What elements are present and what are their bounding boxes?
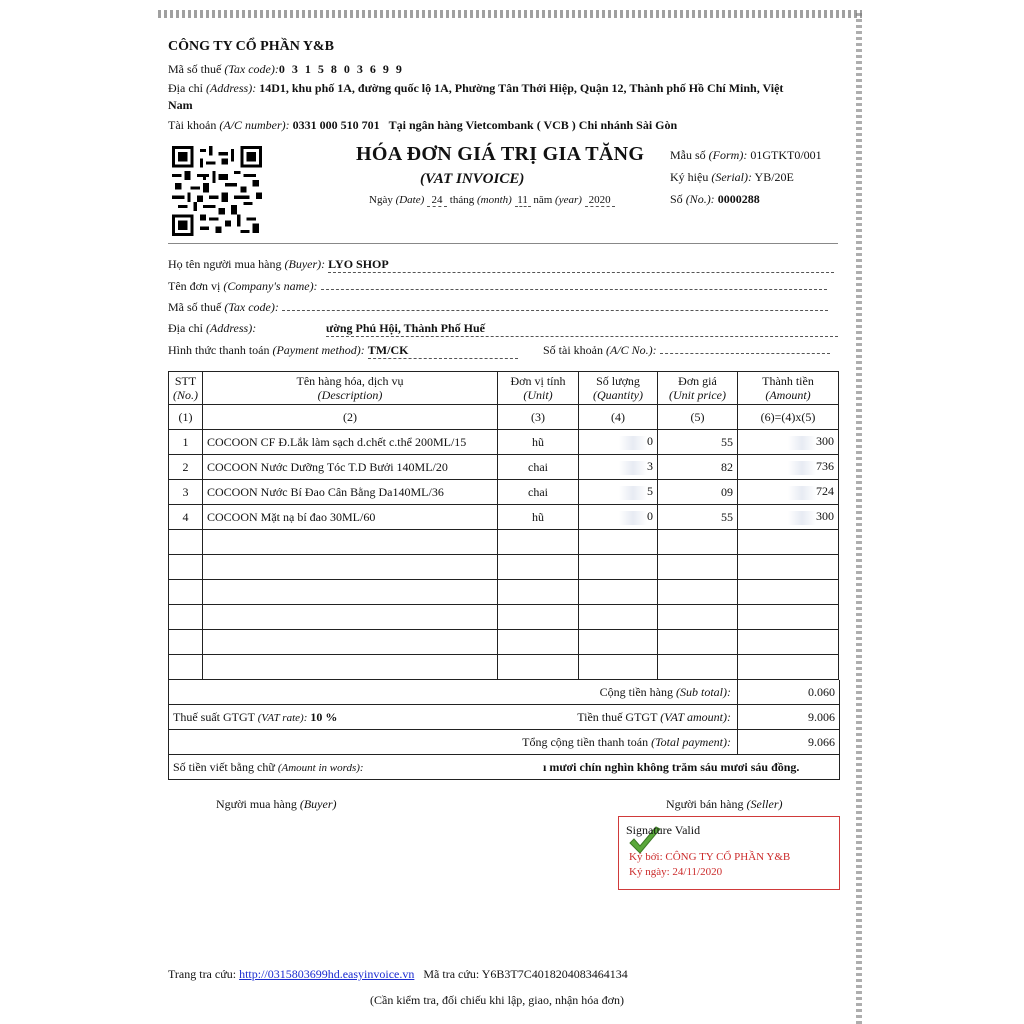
- page-edge-right: [856, 12, 862, 1024]
- seller-address-line: [168, 81, 783, 96]
- account-label-en: (A/C number):: [219, 118, 290, 132]
- signature-valid: Signature Valid: [626, 823, 701, 837]
- buyer-address-label-en: (Address):: [206, 321, 257, 335]
- table-row-empty: [169, 630, 839, 655]
- buyer-name-row: [168, 257, 834, 273]
- buyer-name-value: LYO SHOP: [328, 257, 834, 273]
- subtotal-label: Cộng tiền hàng (Sub total):: [599, 685, 731, 699]
- account-label: Tài khoản: [168, 118, 217, 132]
- buyer-account-value: [660, 353, 830, 354]
- table-row-empty: [169, 530, 839, 555]
- lookup-code: Y6B3T7C4018204083464134: [481, 967, 628, 981]
- form-value: 01GTKT0/001: [750, 148, 822, 162]
- buyer-tax-value: [282, 310, 828, 311]
- total-label: Tổng cộng tiền thanh toán (Total payment):: [522, 735, 731, 749]
- table-row-empty: [169, 555, 839, 580]
- seller-address-2: Nam: [168, 98, 193, 112]
- tax-label: Mã số thuế: [168, 62, 222, 76]
- date-prefix-en: (Date): [395, 194, 425, 206]
- header-unit-price: Đơn giá (Unit price): [658, 372, 738, 405]
- year-label: năm: [533, 194, 553, 206]
- subtotal-value: 0.060: [808, 685, 835, 699]
- no-value: 0000288: [717, 192, 760, 206]
- form-label-en: (Form):: [708, 148, 748, 162]
- total-value: 9.066: [808, 735, 835, 749]
- seller-tax-line: [168, 62, 404, 77]
- month-label: tháng: [449, 194, 475, 206]
- date-day: 24: [427, 194, 447, 207]
- total-row: [168, 730, 840, 755]
- vat-rate: Thuế suất GTGT (VAT rate): 10 %: [173, 710, 338, 724]
- serial-value: YB/20E: [754, 170, 794, 184]
- seller-address-1: 14D1, khu phố 1A, đường quốc lộ 1A, Phường Tân Thới Hiệp, Quận 12, Thành phố Hồ Chí Minh, Việt: [259, 81, 784, 95]
- buyer-name-label: Họ tên người mua hàng: [168, 257, 282, 271]
- month-label-en: (month): [477, 194, 512, 206]
- buyer-account-label-en: (A/C No.):: [606, 343, 657, 357]
- buyer-tax-label: Mã số thuế: [168, 300, 222, 314]
- header-unit: Đơn vị tính (Unit): [498, 372, 579, 405]
- vat-row: [168, 705, 840, 730]
- address-label: Địa chỉ: [168, 81, 203, 95]
- words-row: [168, 755, 840, 780]
- buyer-name-label-en: (Buyer):: [284, 257, 326, 271]
- table-row: 1 COCOON CF Đ.Lắk làm sạch d.chết c.thể 200ML/15 hũ 0 55 300: [169, 430, 839, 455]
- qr-code-icon: [172, 146, 262, 236]
- invoice-title: HÓA ĐƠN GIÁ TRỊ GIA TĂNG: [356, 143, 645, 165]
- date-year: 2020: [585, 194, 615, 207]
- buyer-tax-label-en: (Tax code):: [224, 300, 279, 314]
- buyer-address-dots: [326, 336, 838, 337]
- table-row-empty: [169, 580, 839, 605]
- words-label: Số tiền viết bằng chữ (Amount in words):: [173, 760, 364, 774]
- lookup-label: Trang tra cứu:: [168, 967, 237, 981]
- seller-tax-code: 0 3 1 5 8 0 3 6 9 9: [278, 62, 404, 76]
- table-row: 2 COCOON Nước Dưỡng Tóc T.D Bưởi 140ML/20 chai 3 82 736: [169, 455, 839, 480]
- invoice-subtitle: (VAT INVOICE): [420, 171, 525, 187]
- buyer-address-value: ường Phú Hội, Thành Phố Huế: [326, 321, 486, 335]
- buyer-payment-row: [168, 343, 518, 359]
- date-prefix: Ngày: [369, 194, 393, 206]
- seller-account-line: [168, 118, 677, 133]
- header-description: Tên hàng hóa, dịch vụ (Description): [203, 372, 498, 405]
- buyer-address-label: Địa chỉ: [168, 321, 203, 335]
- year-label-en: (year): [555, 194, 582, 206]
- buyer-account-row: [543, 343, 830, 358]
- buyer-company-value: [321, 289, 827, 290]
- items-table: [168, 371, 839, 680]
- signed-date: Ký ngày: 24/11/2020: [629, 866, 723, 878]
- invoice-serial: [670, 170, 794, 185]
- page-edge-top: [158, 10, 862, 18]
- separator-top: [168, 243, 838, 244]
- buyer-account-label: Số tài khoản: [543, 343, 603, 357]
- invoice-date: [369, 194, 615, 207]
- payment-label-en: (Payment method):: [272, 343, 365, 357]
- buyer-address-row: [168, 321, 256, 336]
- subtotal-row: [168, 680, 840, 705]
- footer-note: (Cần kiểm tra, đối chiếu khi lập, giao, nhận hóa đơn): [370, 993, 624, 1007]
- table-row-empty: [169, 655, 839, 680]
- seller-name: CÔNG TY CỔ PHẦN Y&B: [168, 39, 334, 54]
- table-row: 3 COCOON Nước Bí Đao Cân Bằng Da140ML/36 chai 5 09 724: [169, 480, 839, 505]
- lookup-link[interactable]: http://0315803699hd.easyinvoice.vn: [239, 967, 415, 981]
- address-label-en: (Address):: [206, 81, 257, 95]
- header-no: STT (No.): [169, 372, 203, 405]
- table-index-row: (1) (2) (3) (4) (5) (6)=(4)x(5): [169, 405, 839, 430]
- vat-amount-label: Tiền thuế GTGT (VAT amount):: [577, 710, 731, 724]
- buyer-company-row: [168, 279, 827, 294]
- table-header-row: [169, 372, 839, 405]
- payment-label: Hình thức thanh toán: [168, 343, 270, 357]
- payment-value: TM/CK: [368, 343, 518, 359]
- buyer-company-label: Tên đơn vị: [168, 279, 221, 293]
- no-label-en: (No.):: [685, 192, 715, 206]
- serial-label: Ký hiệu: [670, 170, 709, 184]
- seller-signature-label: Người bán hàng (Seller): [666, 797, 783, 811]
- signed-by: Ký bởi: CÔNG TY CỔ PHẦN Y&B: [629, 851, 791, 863]
- date-month: 11: [515, 194, 531, 207]
- invoice-number: [670, 192, 760, 207]
- buyer-tax-row: [168, 300, 828, 315]
- invoice-form: [670, 148, 822, 163]
- serial-label-en: (Serial):: [711, 170, 752, 184]
- no-label: Số: [670, 192, 683, 206]
- words-value: ı mươi chín nghìn không trăm sáu mươi sáu đồng.: [543, 760, 800, 774]
- header-quantity: Số lượng (Quantity): [579, 372, 658, 405]
- table-row: 4 COCOON Mặt nạ bí đao 30ML/60 hũ 0 55 300: [169, 505, 839, 530]
- buyer-signature-label: Người mua hàng (Buyer): [216, 797, 337, 811]
- footer-lookup: [168, 967, 628, 982]
- vat-amount-value: 9.006: [808, 710, 835, 724]
- seller-account-number: 0331 000 510 701: [292, 118, 380, 132]
- seller-bank: Tại ngân hàng Vietcombank ( VCB ) Chi nhánh Sài Gòn: [388, 118, 678, 132]
- buyer-company-label-en: (Company's name):: [223, 279, 318, 293]
- table-row-empty: [169, 605, 839, 630]
- tax-label-en: (Tax code):: [224, 62, 279, 76]
- header-amount: Thành tiền (Amount): [738, 372, 839, 405]
- code-label: Mã tra cứu:: [423, 967, 480, 981]
- form-label: Mẫu số: [670, 148, 706, 162]
